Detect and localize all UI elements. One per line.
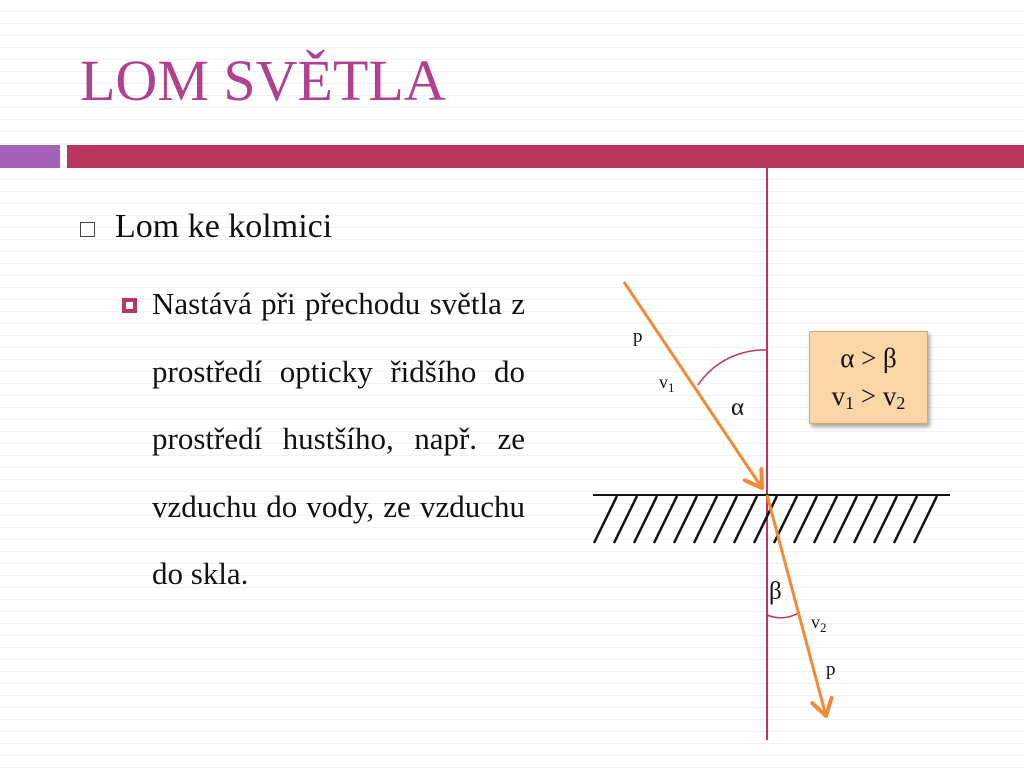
speed-top-symbol: v	[659, 372, 668, 392]
speed-bottom-subscript: 2	[820, 620, 827, 635]
incident-ray	[624, 282, 762, 488]
formula-operator: >	[854, 381, 883, 411]
ray-label-bottom: p	[826, 659, 836, 680]
angle-alpha-arc	[698, 350, 767, 385]
bullet-level2-text: Nastává při přechodu světla z prostředí opticky řidšího do prostředí hustšího, např. ze vzduchu do vody, ze vzduchu do skla.	[152, 286, 525, 591]
formula-speeds	[810, 377, 927, 415]
formula-box	[809, 331, 928, 424]
formula-v1: v	[831, 381, 846, 411]
angle-alpha-label: α	[731, 394, 745, 421]
hatching	[594, 496, 937, 543]
angle-beta-label: β	[769, 578, 782, 605]
formula-v1-sub: 1	[845, 393, 855, 413]
speed-bottom-symbol: v	[811, 612, 820, 632]
formula-v2-sub: 2	[896, 393, 906, 413]
formula-angles: α > β	[840, 343, 897, 373]
angle-beta-arc	[767, 612, 800, 618]
slide-title: LOM SVĚTLA	[80, 48, 446, 113]
speed-label-bottom	[811, 612, 827, 633]
ray-label-top: p	[633, 326, 643, 347]
bullet-level1-text: Lom ke kolmici	[115, 208, 333, 245]
formula-v2: v	[882, 381, 897, 411]
speed-label-top	[659, 372, 675, 393]
speed-top-subscript: 1	[668, 380, 675, 395]
